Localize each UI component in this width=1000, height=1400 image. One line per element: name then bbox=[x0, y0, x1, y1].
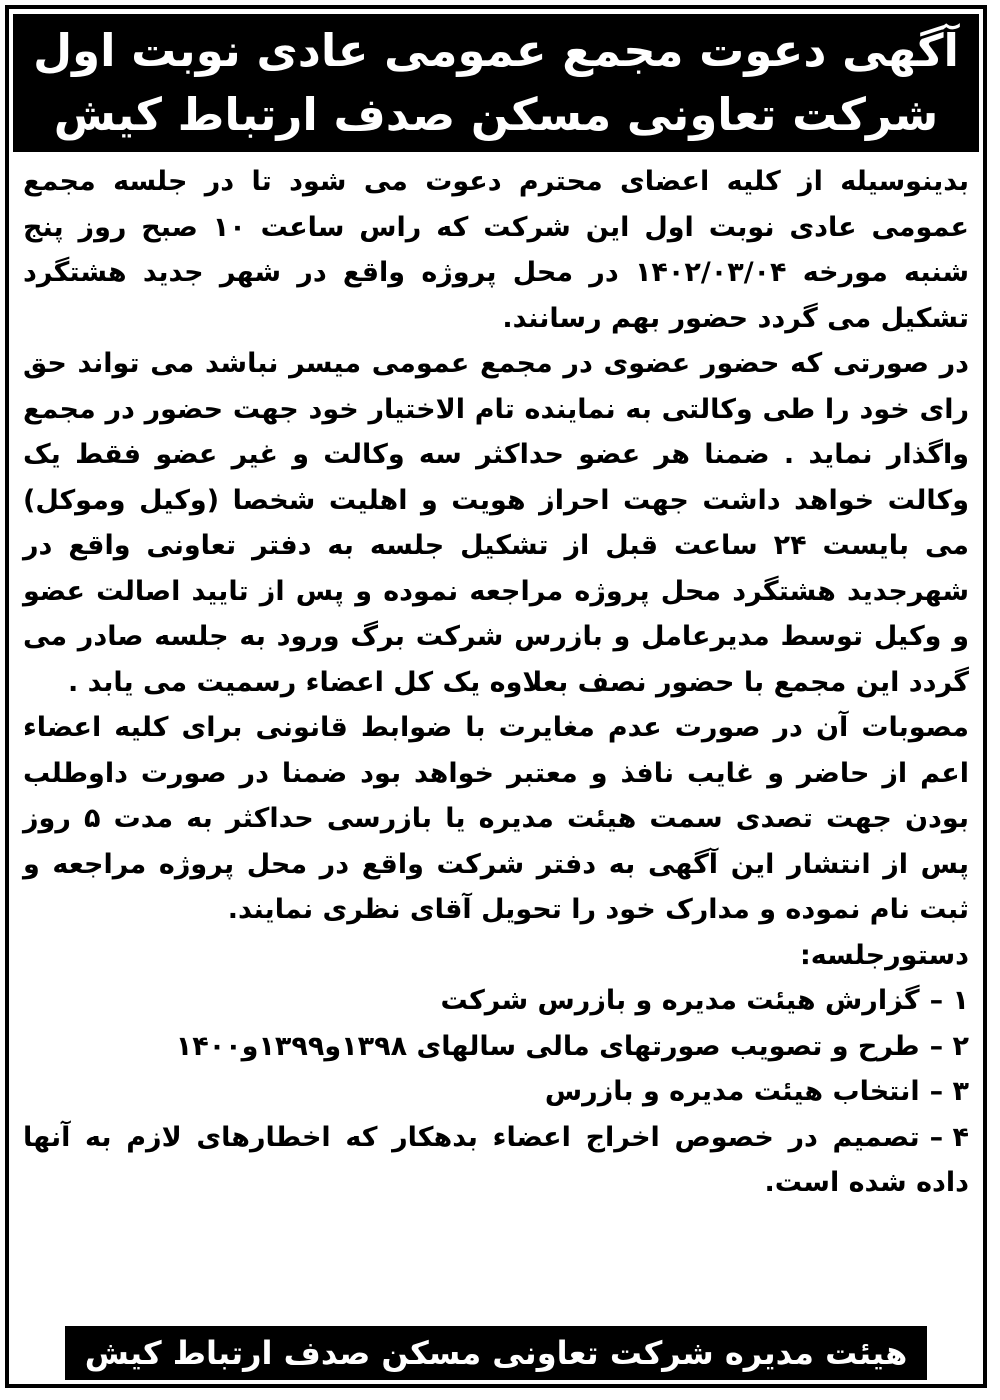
announcement-header bbox=[13, 14, 979, 152]
agenda-item-number: ۱ – bbox=[929, 985, 969, 1016]
agenda-item-text: طرح و تصویب صورتهای مالی سالهای ۱۳۹۸و۱۳۹۹و۱۴۰۰ bbox=[175, 1030, 920, 1062]
agenda-item bbox=[23, 1115, 969, 1206]
announcement-frame bbox=[5, 5, 987, 1388]
announcement-body bbox=[23, 159, 969, 1206]
resolutions-paragraph: مصوبات آن در صورت عدم مغایرت با ضوابط قانونی برای کلیه اعضاء اعم از حاضر و غایب نافذ و معتبر خواهد بود ضمنا در صورت داوطلب بودن جهت تصدی سمت هیئت مدیره یا بازرسی حداکثر به مدت ۵ روز پس از انتشار این آگهی به دفتر شرکت واقع در محل پروژه مراجعه و ثبت نام نموده و مدارک خود را تحویل آقای نظری نمایند. bbox=[23, 712, 969, 925]
board-signature: هیئت مدیره شرکت تعاونی مسکن صدف ارتباط کیش bbox=[65, 1326, 927, 1380]
agenda-item-number: ۳ – bbox=[929, 1076, 969, 1107]
agenda-title: دستورجلسه: bbox=[799, 939, 969, 971]
announcement-title: آگهی دعوت مجمع عمومی عادی نوبت اول bbox=[33, 24, 959, 77]
agenda-item-text: تصمیم در خصوص اخراج اعضاء بدهکار که اخطارهای لازم به آنها داده شده است. bbox=[23, 1121, 969, 1198]
company-name: شرکت تعاونی مسکن صدف ارتباط کیش bbox=[53, 88, 939, 141]
proxy-paragraph: در صورتی که حضور عضوی در مجمع عمومی میسر نباشد می تواند حق رای خود را طی وکالتی به نماینده تام الاختیار خود جهت حضور در مجمع واگذار نماید . ضمنا هر عضو حداکثر سه وکالت و غیر عضو فقط یک وکالت خواهد داشت جهت احراز هویت و اهلیت شخصا (وکیل وموکل) می بایست ۲۴ ساعت قبل از تشکیل جلسه به دفتر تعاونی واقع در شهرجدید هشتگرد محل پروژه مراجعه نموده و پس از تایید اصالت عضو و وکیل توسط مدیرعامل و بازرس شرکت برگ ورود به جلسه صادر می گردد این مجمع با حضور نصف بعلاوه یک کل اعضاء رسمیت می یابد . bbox=[23, 348, 969, 698]
agenda-item bbox=[23, 978, 969, 1024]
agenda-item bbox=[23, 1024, 969, 1070]
agenda-list bbox=[23, 978, 969, 1206]
invitation-paragraph: بدینوسیله از کلیه اعضای محترم دعوت می شود تا در جلسه مجمع عمومی عادی نوبت اول این شرکت که راس ساعت ۱۰ صبح روز پنج شنبه مورخه ۱۴۰۲/۰۳/۰۴ در محل پروژه واقع در شهر جدید هشتگرد تشکیل می گردد حضور بهم رسانند. bbox=[23, 166, 969, 334]
agenda-item-number: ۲ – bbox=[929, 1030, 969, 1062]
agenda-item bbox=[23, 1069, 969, 1115]
agenda-item-text: انتخاب هیئت مدیره و بازرس bbox=[544, 1076, 920, 1107]
agenda-item-number: ۴ – bbox=[929, 1121, 969, 1153]
agenda-item-text: گزارش هیئت مدیره و بازرس شرکت bbox=[440, 985, 920, 1016]
